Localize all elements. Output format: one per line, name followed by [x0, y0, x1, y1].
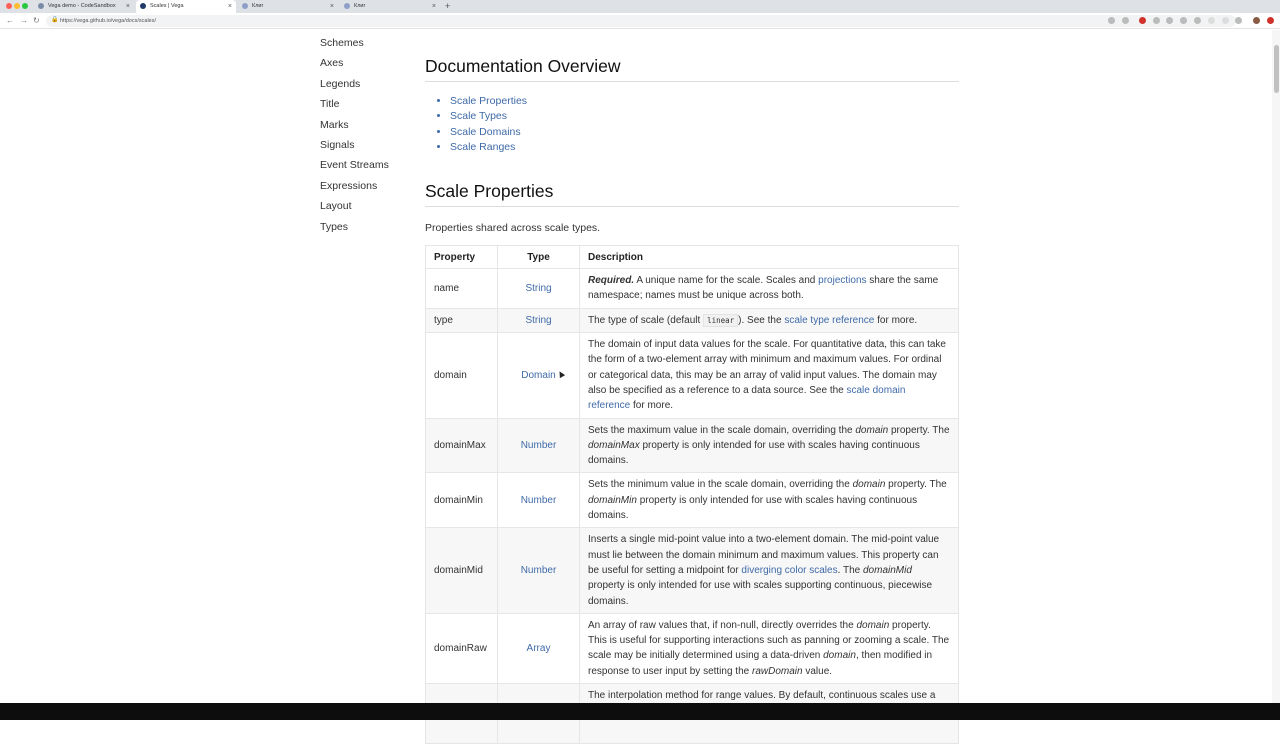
back-icon[interactable]: ←: [6, 16, 14, 25]
desc-text: property. The: [888, 424, 950, 436]
table-row: [426, 613, 959, 683]
required-label: Required.: [588, 275, 635, 287]
extension-icon[interactable]: [1166, 17, 1173, 24]
desc-text: A unique name for the scale. Scales and: [634, 275, 819, 287]
docs-sidebar: [320, 36, 389, 240]
description-cell: [580, 613, 959, 683]
globe-icon: [344, 3, 350, 9]
bookmark-star-icon[interactable]: [1122, 17, 1129, 24]
scale-domain-reference-link[interactable]: scale domain reference: [588, 384, 906, 412]
extension-icon[interactable]: [1208, 17, 1215, 24]
desc-text: for more.: [874, 314, 918, 326]
type-link[interactable]: Number: [498, 528, 580, 613]
property-cell: domainMax: [426, 418, 498, 473]
desc-text: property is only intended for use with scales having continuous domains.: [588, 494, 918, 522]
sidebar-item-axes[interactable]: Axes: [320, 57, 344, 70]
type-link[interactable]: String: [498, 269, 580, 309]
type-link[interactable]: String: [498, 308, 580, 332]
maximize-window-dot[interactable]: [22, 3, 28, 9]
sidebar-item-legends[interactable]: Legends: [320, 77, 361, 90]
emphasis: domainMax: [588, 439, 640, 451]
sidebar-item-signals[interactable]: Signals: [320, 138, 355, 151]
close-tab-icon[interactable]: ×: [431, 3, 436, 10]
main-content: [425, 30, 959, 744]
avatar[interactable]: [1253, 17, 1260, 24]
page-scrollbar[interactable]: [1272, 30, 1280, 703]
table-row: [426, 418, 959, 473]
desc-text: Sets the minimum value in the scale domain, overriding the: [588, 479, 853, 491]
property-cell: domain: [426, 333, 498, 418]
emphasis: domain: [823, 650, 856, 662]
desc-text: property is only intended for use with scales having continuous domains.: [588, 439, 920, 467]
type-link[interactable]: Number: [498, 473, 580, 528]
column-header: Type: [498, 246, 580, 269]
close-tab-icon[interactable]: ×: [227, 3, 232, 10]
section-heading: Scale Properties: [425, 181, 959, 207]
tab-title: Клиг: [354, 3, 366, 9]
minimize-window-dot[interactable]: [14, 3, 20, 9]
page-content: [0, 30, 1272, 703]
desc-text: Sets the maximum value in the scale domain, overriding the: [588, 424, 856, 436]
section-lead: Properties shared across scale types.: [425, 222, 601, 235]
emphasis: domain: [856, 619, 890, 631]
tab-bar: [0, 0, 1280, 13]
type-link[interactable]: Array: [498, 613, 580, 683]
reload-icon[interactable]: ↻: [33, 16, 40, 25]
tab-title: Vega demo - CodeSandbox: [48, 3, 116, 9]
projections-link[interactable]: projections: [818, 275, 867, 287]
scrollbar-thumb[interactable]: [1274, 45, 1279, 93]
close-tab-icon[interactable]: ×: [329, 3, 334, 10]
new-tab-button[interactable]: +: [445, 1, 451, 11]
tab-scales-vega[interactable]: [136, 0, 236, 13]
scale-type-reference-link[interactable]: scale type reference: [784, 314, 875, 326]
sidebar-item-event-streams[interactable]: Event Streams: [320, 159, 389, 172]
description-cell: [580, 528, 959, 613]
description-cell: [580, 308, 959, 332]
properties-table: [425, 245, 959, 744]
table-row: [426, 528, 959, 613]
extension-icon[interactable]: [1222, 17, 1229, 24]
emphasis: domainMin: [588, 494, 637, 506]
desc-text: value.: [802, 665, 833, 677]
address-bar[interactable]: [46, 15, 1236, 27]
close-window-dot[interactable]: [6, 3, 12, 9]
close-tab-icon[interactable]: ×: [125, 3, 130, 10]
description-cell: [580, 333, 959, 418]
extension-icon[interactable]: [1153, 17, 1160, 24]
sidebar-item-title[interactable]: Title: [320, 98, 340, 111]
desc-text: The interpolation method for range values. By default, continuous scales use a: [588, 690, 936, 702]
sidebar-item-layout[interactable]: Layout: [320, 200, 352, 213]
table-row: [426, 308, 959, 332]
globe-icon: [242, 3, 248, 9]
emphasis: rawDomain: [752, 665, 803, 677]
table-row: [426, 269, 959, 309]
toc-item[interactable]: • Scale Ranges: [450, 140, 959, 155]
description-cell: [580, 473, 959, 528]
type-link[interactable]: Number: [498, 418, 580, 473]
tab-vega-demo[interactable]: [34, 0, 134, 13]
column-header: Description: [580, 246, 959, 269]
tab-title: Scales | Vega: [150, 3, 184, 9]
sidebar-item-schemes[interactable]: Schemes: [320, 37, 364, 49]
desc-text: ). See the: [738, 314, 785, 326]
url-text: https://vega.github.io/vega/docs/scales/: [60, 18, 157, 24]
toc-list: [425, 94, 959, 155]
table-row: [426, 473, 959, 528]
description-cell: [580, 418, 959, 473]
vega-icon: [140, 3, 146, 9]
zoom-icon[interactable]: [1108, 17, 1115, 24]
desc-text: The type of scale (default: [588, 314, 704, 326]
code-literal: linear: [703, 314, 738, 327]
sidebar-item-marks[interactable]: Marks: [320, 118, 349, 131]
menu-icon[interactable]: [1267, 17, 1274, 24]
browser-toolbar: [0, 13, 1280, 29]
desc-text: property. The: [885, 479, 947, 491]
property-cell: domainRaw: [426, 613, 498, 683]
extension-icon[interactable]: [1235, 17, 1242, 24]
description-cell: [580, 269, 959, 309]
bottom-bar: [0, 703, 1280, 720]
table-row: [426, 333, 959, 418]
property-cell: domainMid: [426, 528, 498, 613]
toc-item[interactable]: • Scale Types: [450, 109, 959, 124]
tab-third[interactable]: [238, 0, 338, 13]
desc-text: , then modified in response to user input by setting the: [588, 650, 933, 677]
emphasis: domain: [855, 424, 889, 436]
desc-text: property. This is useful for supporting interactions such as panning or zooming a scale. The scale may be initially determined using a data-driven: [588, 619, 950, 662]
type-link[interactable]: Domain: [498, 333, 580, 418]
extension-icon[interactable]: [1180, 17, 1187, 24]
sidebar-item-expressions[interactable]: Expressions: [320, 179, 378, 192]
desc-text: property is only intended for use with scales supporting continuous, piecewise domains.: [588, 580, 933, 607]
desc-text: Inserts a single mid-point value into a two-element domain. The mid-point value must lie between the domain minimum and maximum values. This property can be useful for setting a midpoint for: [588, 534, 940, 576]
column-header: Property: [426, 246, 498, 269]
property-cell: domainMin: [426, 473, 498, 528]
toc-item[interactable]: • Scale Domains: [450, 125, 959, 140]
diverging-color-scales-link[interactable]: diverging color scales: [741, 564, 838, 576]
forward-icon[interactable]: →: [20, 16, 28, 25]
emphasis: domain: [852, 479, 886, 491]
tab-fourth[interactable]: [340, 0, 440, 13]
extension-red-icon[interactable]: [1139, 17, 1146, 24]
tab-title: Клиг: [252, 3, 264, 9]
emphasis: domainMid: [862, 564, 912, 576]
extension-icon[interactable]: [1194, 17, 1201, 24]
desc-text: The domain of input data values for the scale. For quantitative data, this can take the form of a two-element array with minimum and maximum values. For ordinal or categorical data, this may be an array of valid input values. The domain may also be specified as a reference to a data source. See the: [588, 339, 946, 396]
codesandbox-icon: [38, 3, 44, 9]
overview-heading: Documentation Overview: [425, 56, 959, 82]
desc-text: for more.: [630, 400, 674, 412]
desc-text: share the same namespace; names must be unique across both.: [588, 275, 939, 302]
property-cell: name: [426, 269, 498, 309]
toc-item[interactable]: • Scale Properties: [450, 94, 959, 109]
table-header-row: [426, 246, 959, 269]
property-cell: type: [426, 308, 498, 332]
lock-icon: 🔒: [51, 17, 59, 23]
sidebar-item-types[interactable]: Types: [320, 220, 349, 233]
desc-text: . The: [837, 564, 863, 576]
desc-text: An array of raw values that, if non-null, directly overrides the: [588, 619, 857, 631]
